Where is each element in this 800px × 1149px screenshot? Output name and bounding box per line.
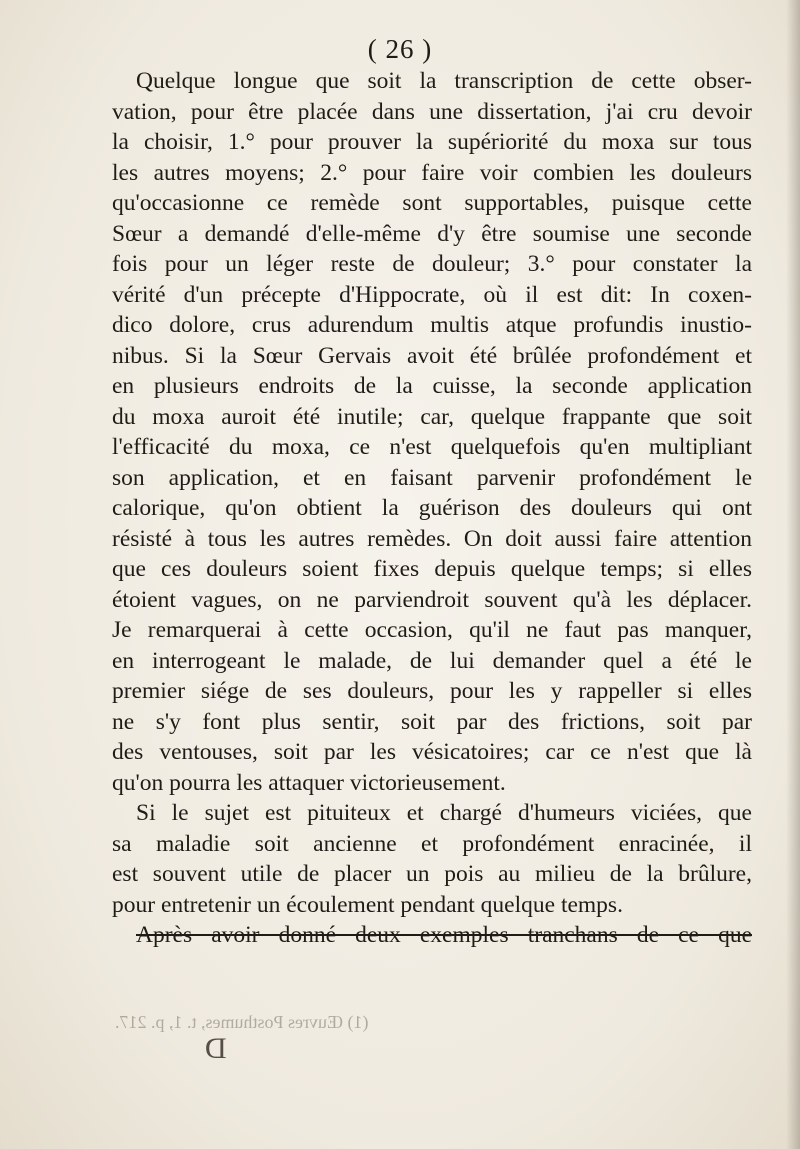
body-text — [112, 66, 752, 951]
text-line: son application, et en faisant parvenir profondément le — [112, 464, 752, 491]
text-line: résisté à tous les autres remèdes. On doit aussi faire attention — [112, 525, 752, 552]
text-line: premier siége de ses douleurs, pour les y rappeller si elles — [112, 678, 752, 704]
text-line: ne s'y font plus sentir, soit par des frictions, soit par — [112, 708, 752, 735]
text-line: les autres moyens; 2.° pour faire voir combien les douleurs — [112, 159, 752, 186]
text-line: Si le sujet est pituiteux et chargé d'humeurs viciées, que — [136, 800, 752, 826]
text-line: en interrogeant le malade, de lui demander quel a été le — [112, 647, 752, 674]
text-line: vérité d'un précepte d'Hippocrate, où il est dit: In coxen- — [112, 281, 752, 308]
text-line: dico dolore, crus adurendum multis atque profundis inustio- — [112, 312, 752, 338]
text-line: du moxa auroit été inutile; car, quelque frappante que soit — [112, 403, 752, 430]
text-line: Quelque longue que soit la transcription de cette obser- — [136, 68, 752, 94]
text-line: Sœur a demandé d'elle-même d'y être soumise une seconde — [112, 220, 752, 247]
text-line: en plusieurs endroits de la cuisse, la seconde application — [112, 373, 752, 399]
text-line: vation, pour être placée dans une dissertation, j'ai cru devoir — [112, 98, 752, 125]
text-line: qu'on pourra les attaquer victorieusement. — [112, 769, 506, 796]
text-line: Après avoir donné deux exemples tranchans de ce que — [136, 922, 752, 948]
text-line: nibus. Si la Sœur Gervais avoit été brûlée profondément et — [112, 342, 752, 369]
text-line: que ces douleurs soient fixes depuis quelque temps; si elles — [112, 556, 752, 582]
text-line: Je remarquerai à cette occasion, qu'il ne faut pas manquer, — [112, 617, 752, 643]
text-line: la choisir, 1.° pour prouver la supériorité du moxa sur tous — [112, 129, 752, 155]
text-line: fois pour un léger reste de douleur; 3.° pour constater la — [112, 251, 752, 277]
text-line: calorique, qu'on obtient la guérison des douleurs qui ont — [112, 495, 752, 521]
text-line: qu'occasionne ce remède sont supportables, puisque cette — [112, 190, 752, 216]
text-line: pour entretenir un écoulement pendant quelque temps. — [112, 891, 623, 918]
text-line: sa maladie soit ancienne et profondément enracinée, il — [112, 830, 752, 857]
page-number: ( 26 ) — [367, 34, 433, 64]
text-line: des ventouses, soit par les vésicatoires; car ce n'est que là — [112, 739, 752, 765]
text-line: étoient vagues, on ne parviendroit souvent qu'à les déplacer. — [112, 586, 752, 613]
bleed-through-footnote: (1) Œuvres Posthumes, t. 1, p. 217. — [115, 1012, 369, 1032]
signature-mark: D — [205, 1032, 227, 1065]
text-line: l'efficacité du moxa, ce n'est quelquefois qu'en multipliant — [112, 434, 752, 460]
page-edge-shadow — [786, 0, 800, 1149]
text-line: est souvent utile de placer un pois au milieu de la brûlure, — [112, 861, 752, 887]
